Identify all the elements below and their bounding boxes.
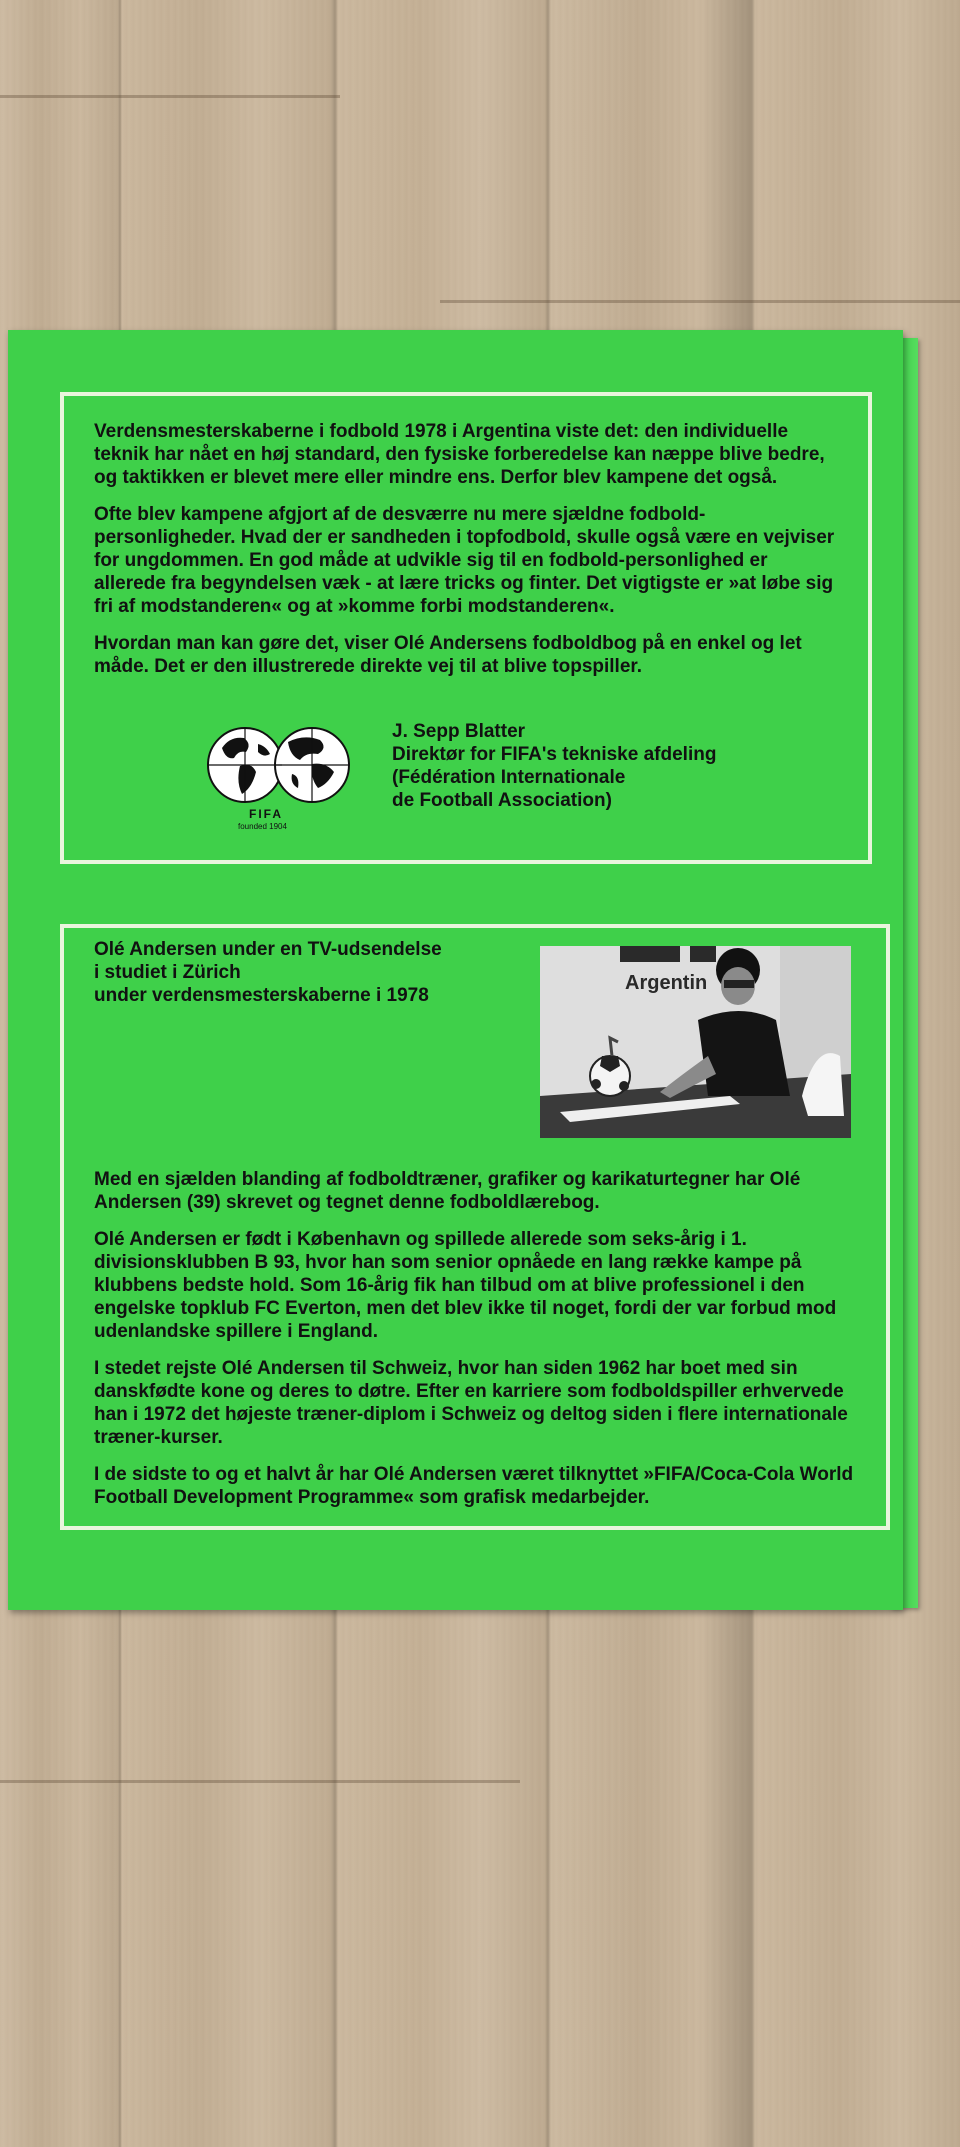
biography-paragraph: I stedet rejste Olé Andersen til Schweiz, hvor han siden 1962 har boet med sin danskfødte kone og deres to døtre. Efter en karriere som fodboldspiller erhvervede han i 1972 det højeste træner-diplom i Schweiz og deltog siden i flere internationale træner-kurser. (94, 1358, 848, 1448)
biography-paragraph: Med en sjælden blanding af fodboldtræner, grafiker og karikaturtegner har Olé Andersen (39) skrevet og tegnet denne fodboldlærebog. (94, 1169, 801, 1213)
plank-seam (0, 95, 340, 98)
author-biography (94, 1168, 864, 1523)
biography-paragraph: I de sidste to og et halvt år har Olé Andersen været tilknyttet »FIFA/Coca-Cola World Football Development Programme« som grafisk medarbejder. (94, 1464, 854, 1508)
author-photo (540, 946, 851, 1138)
foreword-paragraph: Verdensmesterskaberne i fodbold 1978 i Argentina viste det: den individuelle teknik har nået en høj standard, den fysiske forberedelse kan næppe blive bedre, og taktikken er blevet mere eller mindre ens. Derfor blev kampene det også. (94, 421, 825, 488)
fifa-logo-word: FIFA (249, 807, 283, 821)
foreword-text (94, 420, 844, 692)
fifa-founded-label: founded 1904 (238, 822, 287, 831)
signature-block (392, 720, 822, 812)
caption-line: Olé Andersen under en TV-udsendelse (94, 939, 442, 960)
caption-line: under verdensmesterskaberne i 1978 (94, 985, 429, 1006)
plank-seam (440, 300, 960, 303)
signature-name: J. Sepp Blatter (392, 721, 526, 742)
biography-paragraph: Olé Andersen er født i København og spillede allerede som seks-årig i 1. divisionsklubben B 93, hvor han som senior opnåede en lang række kampe på klubbens bedste hold. Som 16-årig fik han tilbud om at blive professionel i den engelske topklub FC Everton, men det blev ikke til noget, fordi der var forbud mod udenlandske spillere i England. (94, 1229, 837, 1342)
plank-seam (0, 1780, 520, 1783)
caption-line: i studiet i Zürich (94, 962, 241, 983)
foreword-paragraph: Ofte blev kampene afgjort af de desværre nu mere sjældne fodbold-personligheder. Hvad der er sandheden i topfodbold, skulle også være en vejviser for ungdommen. En god måde at udvikle sig til en fodbold-personlighed er allerede fra begyndelsen væk - at lære tricks og finter. Det vigtigste er »at løbe sig fri af modstanderen« og at »komme forbi modstanderen«. (94, 504, 835, 617)
photo-caption (94, 938, 514, 1007)
signature-title: Direktør for FIFA's tekniske afdeling (392, 744, 717, 765)
foreword-paragraph: Hvordan man kan gøre det, viser Olé Andersens fodboldbog på en enkel og let måde. Det er den illustrerede direkte vej til at blive topspiller. (94, 633, 802, 677)
signature-organisation: (Fédération Internationale (392, 767, 626, 788)
signature-organisation-2: de Football Association) (392, 790, 612, 811)
photo-sign-text: Argentin (625, 972, 708, 994)
